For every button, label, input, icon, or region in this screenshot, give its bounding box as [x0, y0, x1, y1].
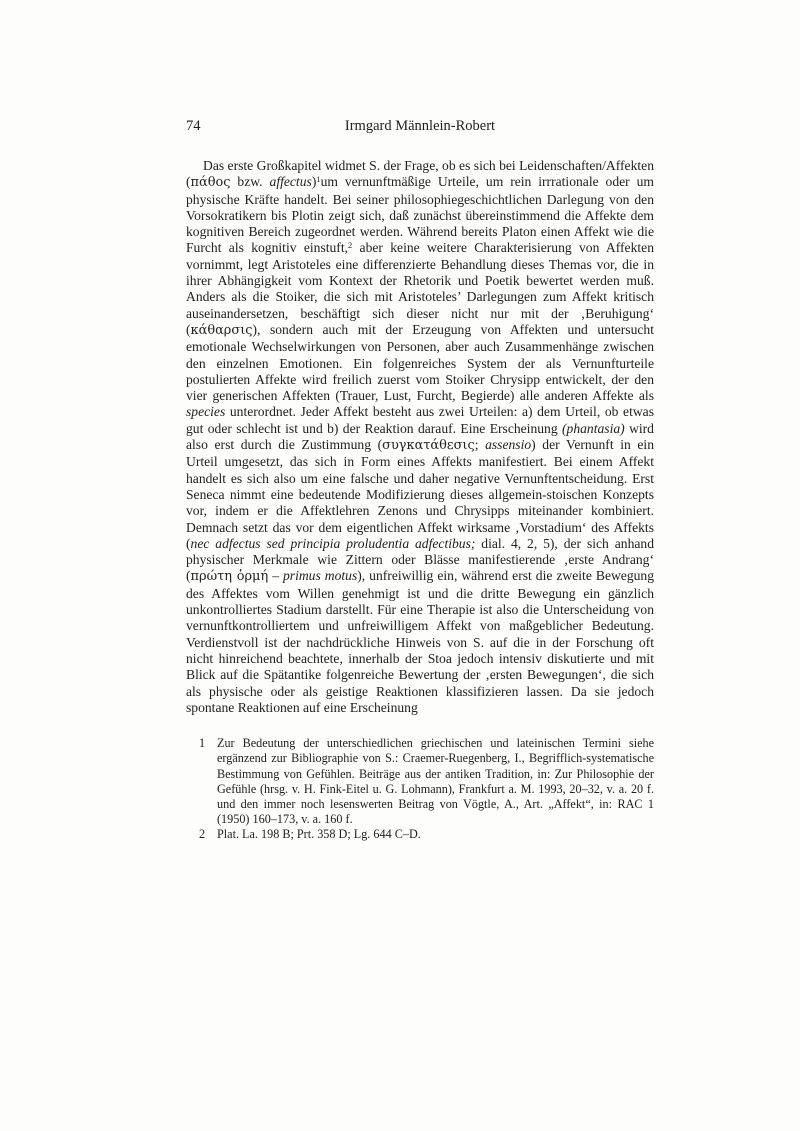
running-head: Irmgard Männlein-Robert [344, 118, 496, 134]
footnote-number: 2 [199, 827, 206, 842]
footnote-section [186, 736, 654, 842]
page-number: 74 [186, 118, 201, 134]
footnote-item [199, 827, 654, 842]
text-block [186, 118, 654, 843]
footnote-text: Zur Bedeutung der unterschiedlichen griechischen und lateinischen Termini siehe ergänzend zur Bibliographie von S.: Craemer-Ruegenberg, I., Begrifflich-systematische Bestimmung von Gefühlen. Beiträge aus der antiken Tradition, in: Zur Philosophie der Gefühle (hrsg. v. H. Fink-Eitel u. G. Lohmann), Frankfurt a. M. 1993, 20–32, v. a. 20 f. und den immer noch lesenswerten Beitrag von Vögtle, A., Art. „Affekt“, in: RAC 1 (1950) 160–173, v. a. 160 f. [217, 736, 654, 827]
footnote-item [199, 736, 654, 827]
body-text [186, 158, 654, 716]
page-header [186, 118, 654, 135]
body-paragraph: Das erste Großkapitel widmet S. der Frage, ob es sich bei Leidenschaften/Affekten (πάθος bzw. affectus)$^1$um vernunftmäßige Urteile, um rein irrrationale oder um physische Kräfte handelt. Bei seiner philosophiegeschichtlichen Darlegung von den Vorsokratikern bis Plotin zeigt sich, daß zunächst übereinstimmend die Affekte dem kognitiven Bereich zugeordnet werden. Während bereits Platon einen Affekt wie die Furcht als kognitiv einstuft,$^2$ aber keine weitere Charakterisierung von Affekten vornimmt, legt Aristoteles eine differenzierte Behandlung dieses Themas vor, die in ihrer Abhängigkeit vom Kontext der Rhetorik und Poetik bewertet werden muß. Anders als die Stoiker, die sich mit Aristoteles’ Darlegungen zum Affekt kritisch auseinandersetzen, beschäftigt sich dieser nicht nur mit der ‚Beruhigung‘ (κάθαρσις), sondern auch mit der Erzeugung von Affekten und untersucht emotionale Wechselwirkungen von Personen, aber auch Zusammenhänge zwischen den einzelnen Emotionen. Ein folgenreiches System der als Vernunfturteile postulierten Affekte wird freilich zuerst vom Stoiker Chrysipp entwickelt, der den vier generischen Affekten (Trauer, Lust, Furcht, Begierde) alle anderen Affekte als species unterordnet. Jeder Affekt besteht aus zwei Urteilen: a) dem Urteil, ob etwas gut oder schlecht ist und b) der Reaktion darauf. Eine Erscheinung (phantasia) wird also erst durch die Zustimmung (συγκατάθεσις; assensio) der Vernunft in ein Urteil umgesetzt, das sich in Form eines Affekts manifestiert. Bei einem Affekt handelt es sich also um eine falsche und daher negative Vernunftentscheidung. Erst Seneca nimmt eine bedeutende Modifizierung dieses allgemein-stoischen Konzepts vor, indem er die Affektlehren Zenons und Chrysipps miteinander kombiniert. Demnach setzt das vor dem eigentlichen Affekt wirksame ‚Vorstadium‘ des Affekts (nec adfectus sed principia proludentia adfectibus; dial. 4, 2, 5), der sich anhand physischer Merkmale wie Zittern oder Blässe manifestierende ‚erste Andrang‘ (πρώτη ὁρμή – primus motus), unfreiwillig ein, während erst die zweite Bewegung des Affektes vom Willen genehmigt ist und die dritte Bewegung ein gänzlich unkontrolliertes Stadium darstellt. Für eine Therapie ist also die Unterscheidung von vernunftkontrolliertem und unfreiwilligem Affekt von maßgeblicher Bedeutung. Verdienstvoll ist der nachdrückliche Hinweis von S. auf die in der Forschung oft nicht hinreichend beachtete, innerhalb der Stoa jedoch intensiv diskutierte und mit Blick auf die Spätantike folgenreiche Bewertung der ‚ersten Bewegungen‘, die sich als physische oder als geistige Reaktionen klassifizieren lassen. Da sie jedoch spontane Reaktionen auf eine Erscheinung [186, 158, 655, 715]
footnote-marker: 2 [348, 240, 353, 251]
footnote-text: Plat. La. 198 B; Prt. 358 D; Lg. 644 C–D. [217, 827, 421, 842]
footnote-marker: 1 [316, 174, 321, 185]
footnote-number: 1 [199, 736, 206, 751]
